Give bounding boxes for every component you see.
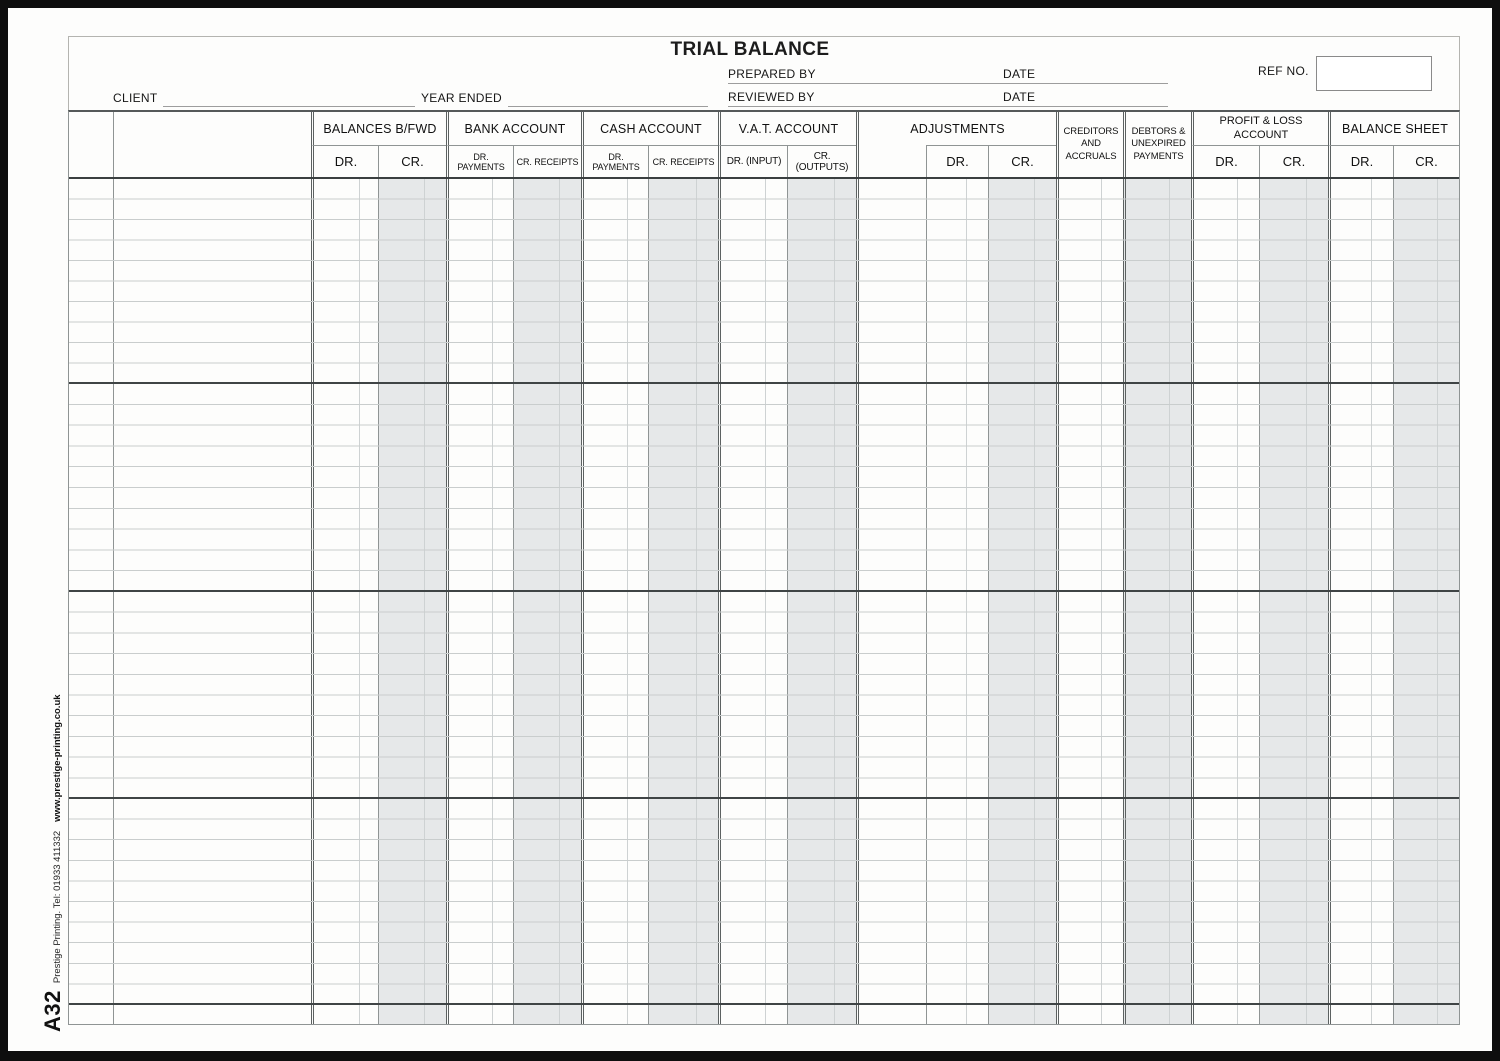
client-label: CLIENT (113, 91, 158, 105)
reviewed-by-field-line[interactable] (728, 106, 1168, 107)
profit-loss-dr-header: DR. (1191, 145, 1259, 177)
cash-dr-payments-header: DR. PAYMENTS (581, 145, 648, 177)
ledger-table-header (69, 112, 1459, 179)
adjustments-dr-header: DR. (926, 145, 988, 177)
prepared-date-label: DATE (1003, 67, 1036, 81)
bank-dr-payments-header: DR. PAYMENTS (446, 145, 513, 177)
balance-sheet-dr-header: DR. (1328, 145, 1393, 177)
balance-sheet-group-header: BALANCE SHEET (1328, 112, 1459, 145)
year-ended-field-line[interactable] (508, 106, 708, 107)
form-title: TRIAL BALANCE (670, 39, 830, 60)
profit-loss-group-header (1191, 112, 1328, 145)
prepared-by-label: PREPARED BY (728, 67, 816, 81)
vat-dr-input-header: DR. (INPUT) (718, 145, 787, 177)
adjustments-cr-header: CR. (988, 145, 1056, 177)
description-column-header (113, 112, 311, 177)
cash-account-group-header: CASH ACCOUNT (581, 112, 718, 145)
ledger-section-3 (69, 592, 1459, 799)
ref-no-box[interactable] (1316, 56, 1432, 91)
balance-sheet-cr-header: CR. (1393, 145, 1459, 177)
adjustments-group-header: ADJUSTMENTS (856, 112, 1056, 145)
bank-cr-receipts-header: CR. RECEIPTS (513, 145, 581, 177)
ledger-section-4 (69, 799, 1459, 1005)
ledger-section-2 (69, 384, 1459, 592)
prepared-by-field-line[interactable] (728, 83, 1168, 84)
bfwd-dr-header: DR. (311, 145, 378, 177)
ledger-total-row (69, 1005, 1459, 1025)
vat-account-group-header: V.A.T. ACCOUNT (718, 112, 856, 145)
ledger-table (68, 110, 1460, 1025)
balances-bfwd-group-header: BALANCES B/FWD (311, 112, 446, 145)
form-code: A32 (40, 990, 65, 1032)
printer-imprint (40, 694, 66, 1032)
page-border-top (0, 0, 1500, 8)
vat-cr-outputs-header: CR. (OUTPUTS) (787, 145, 856, 177)
ref-no-label: REF NO. (1258, 64, 1309, 78)
page-border-bottom (0, 1051, 1500, 1061)
year-ended-label: YEAR ENDED (421, 91, 503, 105)
profit-loss-group-label: PROFIT & LOSS ACCOUNT (1219, 114, 1303, 141)
ledger-section-1 (69, 179, 1459, 384)
page-border-right (1492, 0, 1500, 1061)
adjustments-blank-subcolumn-header (856, 145, 926, 177)
bfwd-cr-header: CR. (378, 145, 446, 177)
page-border-left (0, 0, 8, 1061)
bank-account-group-header: BANK ACCOUNT (446, 112, 581, 145)
profit-loss-cr-header: CR. (1259, 145, 1328, 177)
printer-website: www.prestige-printing.co.uk (52, 694, 63, 822)
debtors-unexpired-column-header: DEBTORS & UNEXPIRED PAYMENTS (1123, 112, 1191, 177)
creditors-accruals-column-header: CREDITORS AND ACCRUALS (1056, 112, 1123, 177)
printer-info: Prestige Printing. Tel: 01933 411332 (52, 830, 63, 984)
ledger-grid[interactable] (69, 179, 1459, 1025)
cash-cr-receipts-header: CR. RECEIPTS (648, 145, 718, 177)
reviewed-date-label: DATE (1003, 90, 1036, 104)
ref-column-header (69, 112, 113, 177)
client-field-line[interactable] (163, 106, 415, 107)
reviewed-by-label: REVIEWED BY (728, 90, 815, 104)
